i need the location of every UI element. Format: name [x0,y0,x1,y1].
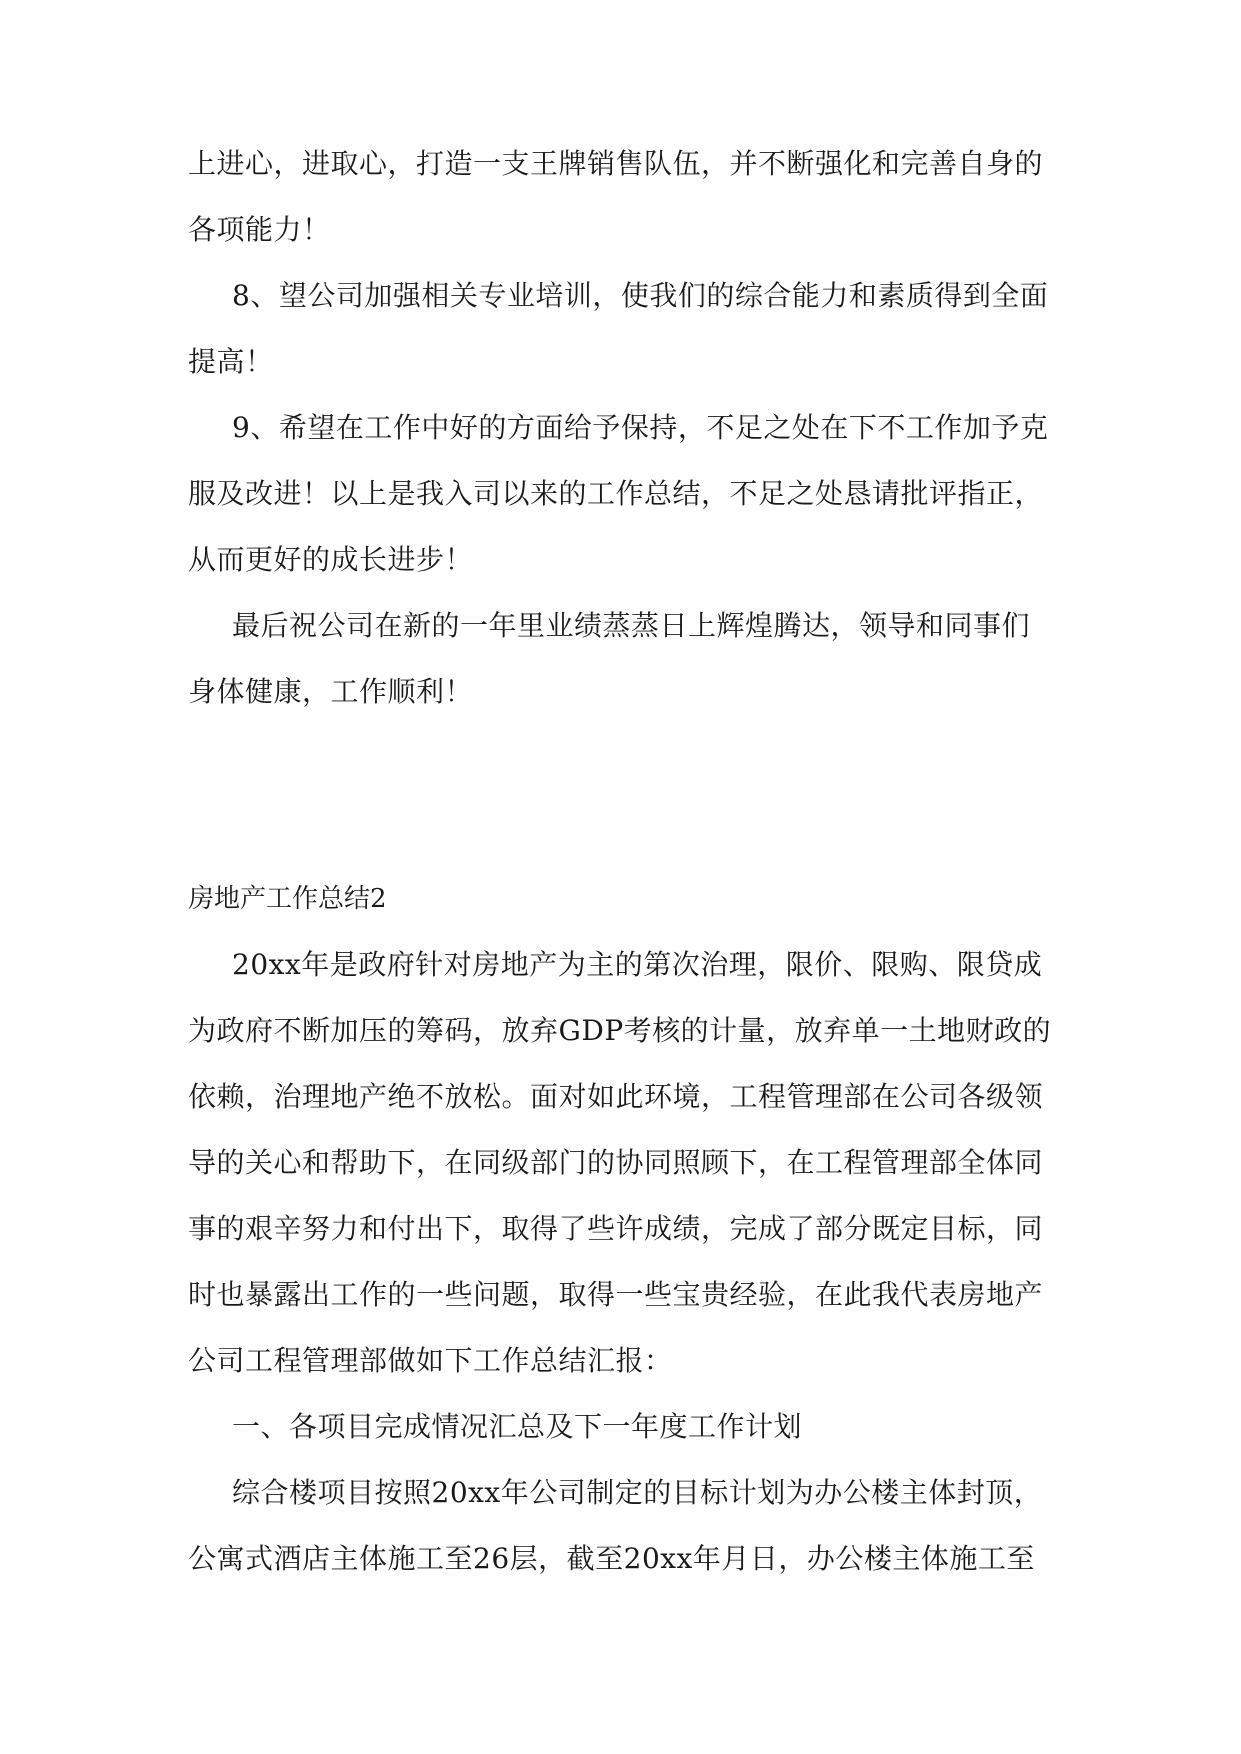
text-line: 公司工程管理部做如下工作总结汇报： [188,1344,673,1377]
text-line: 提高！ [188,345,274,378]
section-title-block [188,866,1068,932]
text-line: 导的关心和帮助下，在同级部门的协同照顾下，在工程管理部全体同 [188,1146,1044,1179]
text-line: 身体健康，工作顺利！ [188,675,474,708]
text-line: 公寓式酒店主体施工至26层，截至20xx年月日，办公楼主体施工至 [188,1542,1035,1575]
text-line: 依赖，治理地产绝不放松。面对如此环境，工程管理部在公司各级领 [188,1080,1044,1113]
text-line: 上进心，进取心，打造一支王牌销售队伍，并不断强化和完善自身的 [188,147,1044,180]
text-line: 服及改进！以上是我入司以来的工作总结，不足之处恳请批评指正， [188,477,1044,510]
text-line: 从而更好的成长进步！ [188,543,474,576]
text-line: 事的艰辛努力和付出下，取得了些许成绩，完成了部分既定目标，同 [188,1212,1044,1245]
text-line: 一、各项目完成情况汇总及下一年度工作计划 [232,1410,803,1443]
text-line: 为政府不断加压的筹码，放弃GDP考核的计量，放弃单一土地财政的 [188,1014,1052,1047]
text-line: 各项能力！ [188,213,331,246]
document-body-top [188,131,1068,725]
text-line: 9、希望在工作中好的方面给予保持，不足之处在下不工作加予克 [232,411,1049,444]
document-body-bottom [188,932,1068,1592]
text-line: 综合楼项目按照20xx年公司制定的目标计划为办公楼主体封顶， [232,1476,1043,1509]
text-line: 最后祝公司在新的一年里业绩蒸蒸日上辉煌腾达，领导和同事们 [232,609,1031,642]
text-line: 时也暴露出工作的一些问题，取得一些宝贵经验，在此我代表房地产 [188,1278,1044,1311]
section-title: 房地产工作总结2 [188,884,387,914]
text-line: 20xx年是政府针对房地产为主的第次治理，限价、限购、限贷成 [232,948,1043,981]
text-line: 8、望公司加强相关专业培训，使我们的综合能力和素质得到全面 [232,279,1049,312]
